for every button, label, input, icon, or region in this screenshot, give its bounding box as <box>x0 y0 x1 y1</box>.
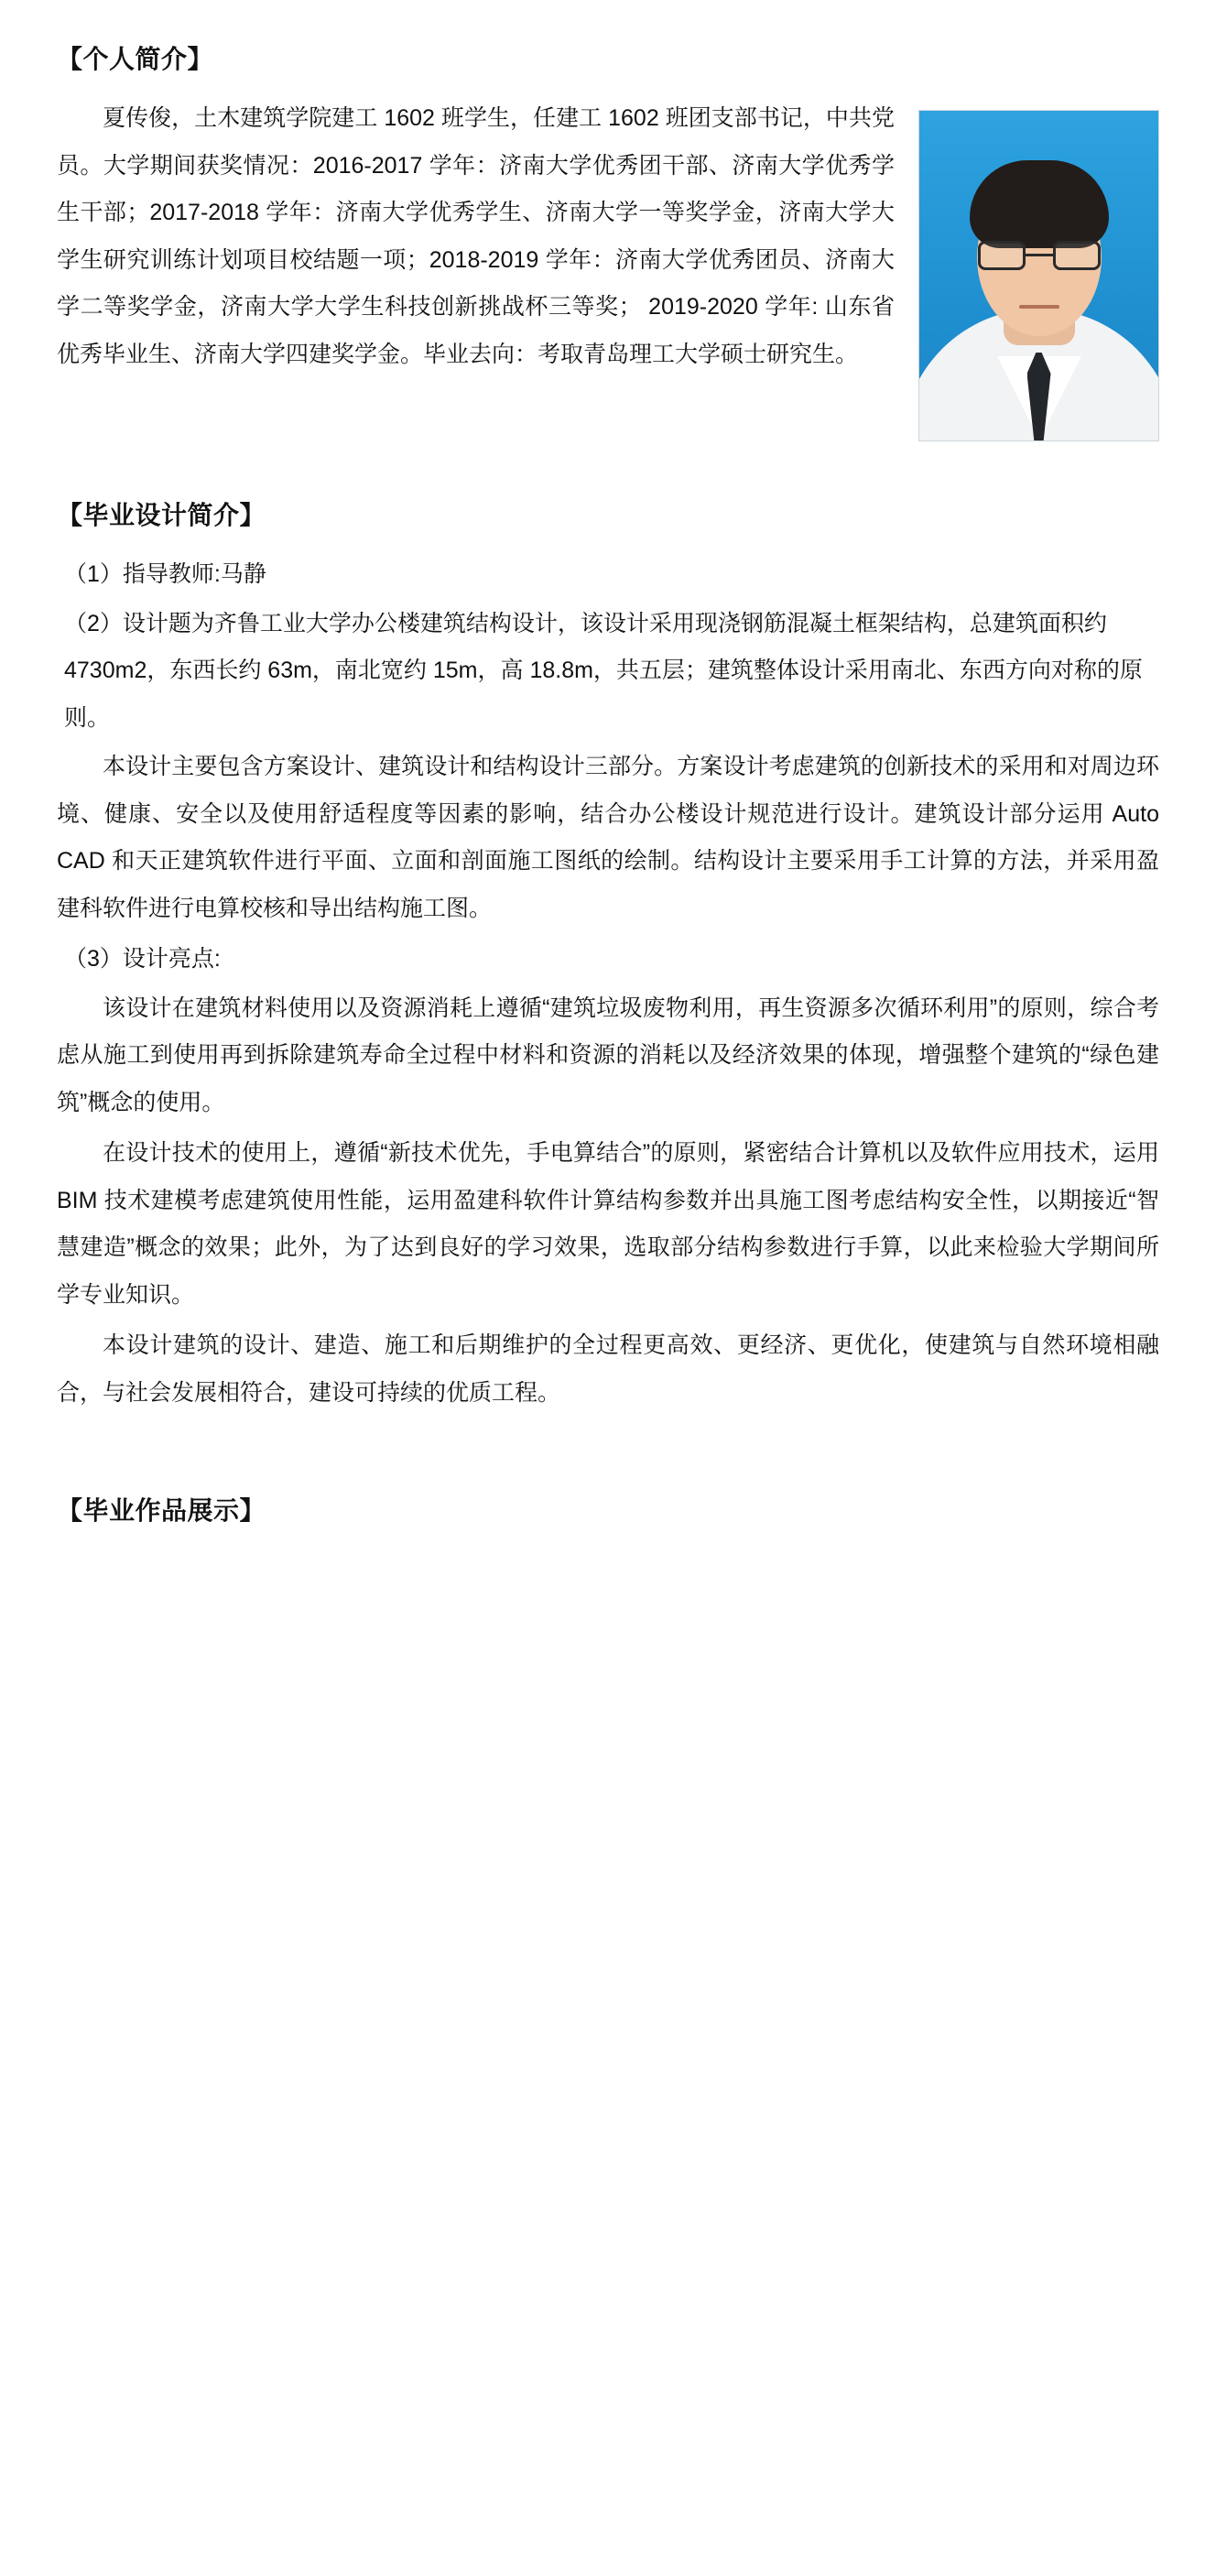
graduation-design-section <box>57 496 1159 1417</box>
portrait-hair <box>970 160 1109 248</box>
section-heading-works-showcase: 【毕业作品展示】 <box>57 1496 266 1525</box>
portrait-photo <box>918 110 1159 441</box>
section-heading-graduation-design: 【毕业设计简介】 <box>57 501 266 529</box>
personal-intro-paragraph: 夏传俊，土木建筑学院建工 1602 班学生，任建工 1602 班团支部书记，中共党员。大学期间获奖情况：2016-2017 学年：济南大学优秀团干部、济南大学优秀学生干部；2017-2018 学年：济南大学优秀学生、济南大学一等奖学金，济南大学大学生研究训练计划项目校结题一项；2018-2019 学年：济南大学优秀团员、济南大学二等奖学金，济南大学大学生科技创新挑战杯三等奖； 2019-2020 学年: 山东省优秀毕业生、济南大学四建奖学金。毕业去向：考取青岛理工大学硕士研究生。 <box>57 105 895 367</box>
design-item-highlights: （3）设计亮点: <box>64 946 221 972</box>
design-item-advisor: （1）指导教师:马静 <box>64 561 266 587</box>
section-heading-personal-intro: 【个人简介】 <box>57 45 214 73</box>
works-showcase-section <box>57 1492 1159 1530</box>
portrait-mouth <box>1019 305 1059 309</box>
design-highlight-paragraph-1: 该设计在建筑材料使用以及资源消耗上遵循“建筑垃圾废物利用，再生资源多次循环利用”的原则，综合考虑从施工到使用再到拆除建筑寿命全过程中材料和资源的消耗以及经济效果的体现，增强整个建筑的“绿色建筑”概念的使用。 <box>57 995 1159 1115</box>
design-highlight-paragraph-3: 本设计建筑的设计、建造、施工和后期维护的全过程更高效、更经济、更优化，使建筑与自然环境相融合，与社会发展相符合，建设可持续的优质工程。 <box>57 1332 1159 1406</box>
design-topic-detail-paragraph: 本设计主要包含方案设计、建筑设计和结构设计三部分。方案设计考虑建筑的创新技术的采用和对周边环境、健康、安全以及使用舒适程度等因素的影响，结合办公楼设计规范进行设计。建筑设计部分运用 Auto CAD 和天正建筑软件进行平面、立面和剖面施工图纸的绘制。结构设计主要采用手工计算的方法，并采用盈建科软件进行电算校核和导出结构施工图。 <box>57 754 1159 921</box>
portrait-glasses-icon <box>978 241 1101 272</box>
design-item-topic: （2）设计题为齐鲁工业大学办公楼建筑结构设计，该设计采用现浇钢筋混凝土框架结构，总建筑面积约 4730m2，东西长约 63m，南北宽约 15m，高 18.8m，共五层；建筑整体设计采用南北、东西方向对称的原则。 <box>64 610 1143 731</box>
personal-intro-section <box>57 40 1159 451</box>
design-highlight-paragraph-2: 在设计技术的使用上，遵循“新技术优先，手电算结合”的原则，紧密结合计算机以及软件应用技术，运用 BIM 技术建模考虑建筑使用性能，运用盈建科软件计算结构参数并出具施工图考虑结构安全性，以期接近“智慧建造”概念的效果；此外，为了达到良好的学习效果，选取部分结构参数进行手算，以此来检验大学期间所学专业知识。 <box>57 1140 1159 1308</box>
